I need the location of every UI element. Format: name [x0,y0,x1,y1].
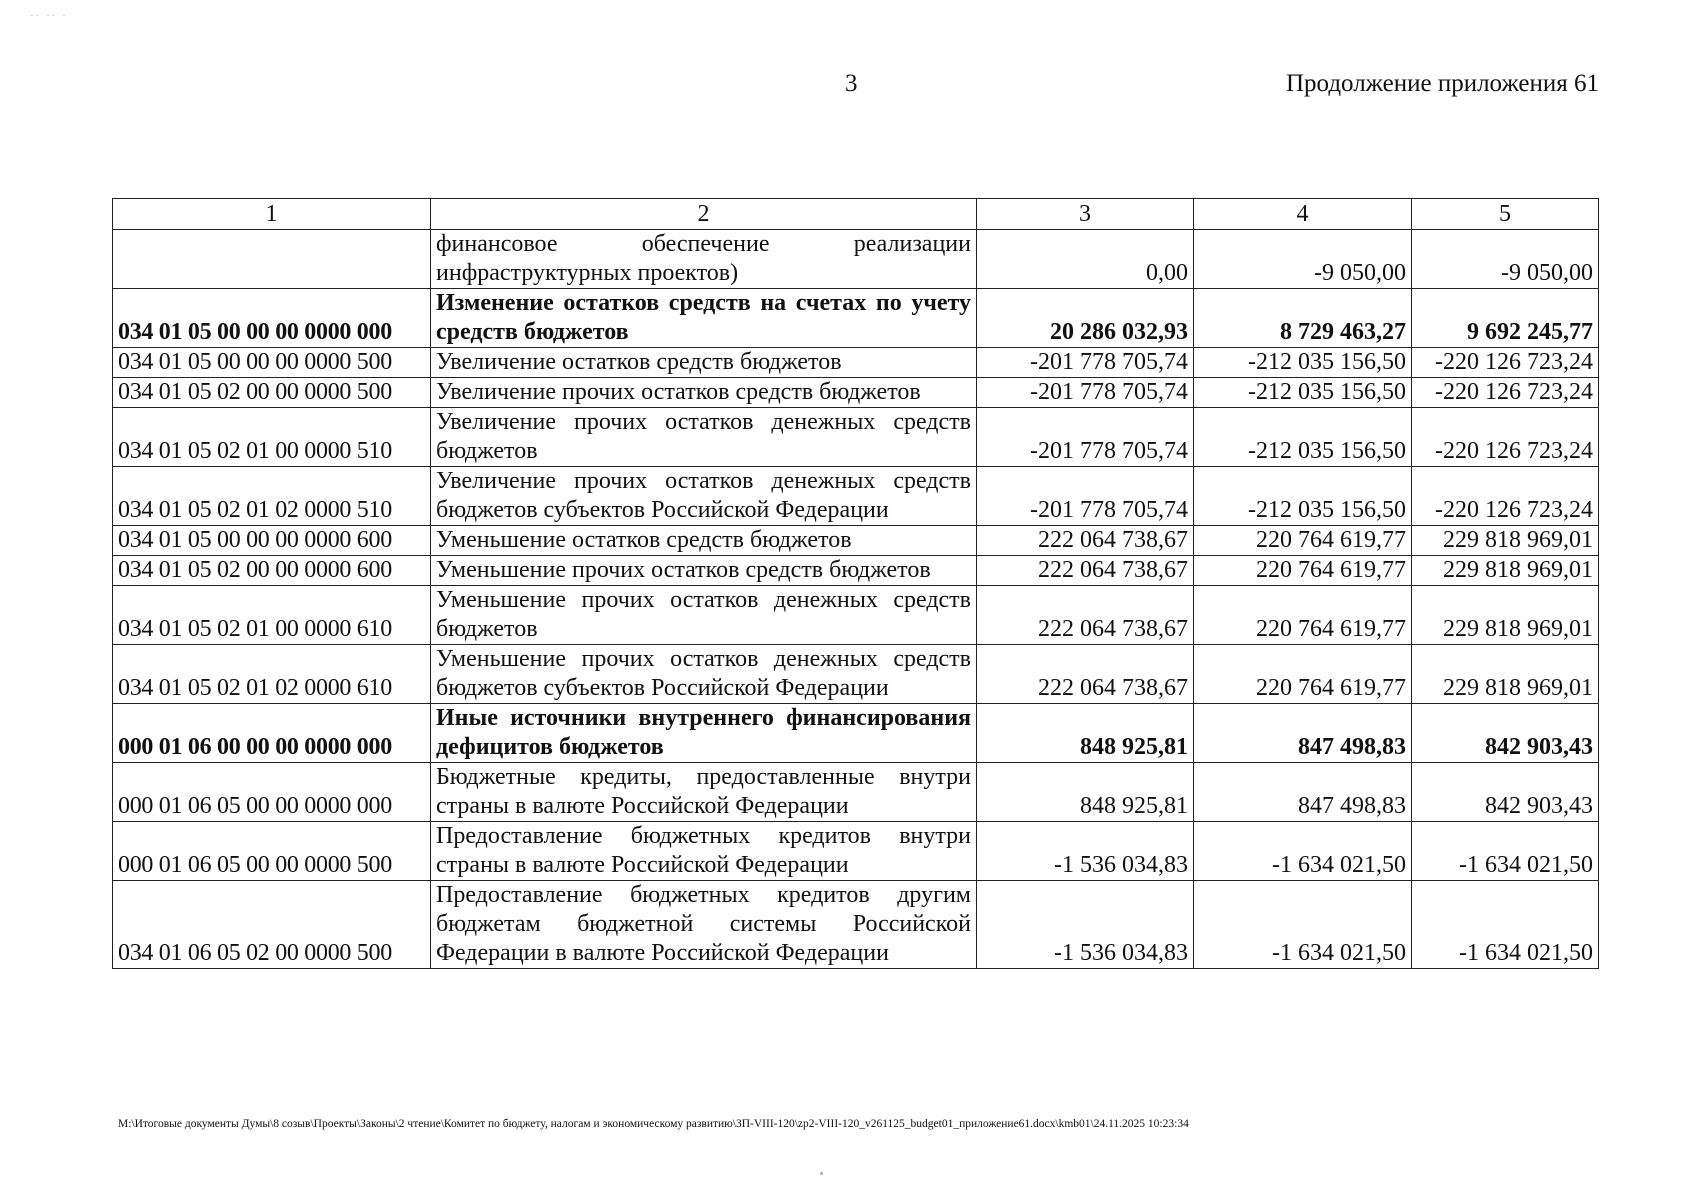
table-body [113,230,1599,969]
value-col-5: -220 126 723,24 [1412,408,1599,467]
value-col-5: 842 903,43 [1412,704,1599,763]
value-col-4: -9 050,00 [1194,230,1412,289]
row-code [113,230,431,289]
value-col-3: 848 925,81 [977,704,1194,763]
table-row [113,526,1599,556]
value-col-4: 847 498,83 [1194,704,1412,763]
scan-artifact: ·· ·· · [30,10,68,22]
table-row [113,467,1599,526]
value-col-5: -9 050,00 [1412,230,1599,289]
column-number-row [113,199,1599,230]
value-col-3: 20 286 032,93 [977,289,1194,348]
value-col-5: -220 126 723,24 [1412,467,1599,526]
row-code: 034 01 05 02 00 00 0000 500 [113,378,431,408]
value-col-4: 220 764 619,77 [1194,556,1412,586]
row-name: Увеличение прочих остатков средств бюджетов [431,378,977,408]
column-number: 3 [977,199,1194,230]
table-row [113,881,1599,969]
table-row [113,289,1599,348]
value-col-4: -212 035 156,50 [1194,408,1412,467]
value-col-5: 229 818 969,01 [1412,526,1599,556]
row-code: 034 01 05 02 01 02 0000 610 [113,645,431,704]
column-number: 1 [113,199,431,230]
value-col-5: -220 126 723,24 [1412,348,1599,378]
table-row [113,408,1599,467]
table-row [113,378,1599,408]
row-name: финансовое обеспечение реализации инфраструктурных проектов) [431,230,977,289]
value-col-4: -1 634 021,50 [1194,822,1412,881]
row-name: Бюджетные кредиты, предоставленные внутри страны в валюте Российской Федерации [431,763,977,822]
value-col-4: 220 764 619,77 [1194,526,1412,556]
value-col-5: -1 634 021,50 [1412,822,1599,881]
value-col-3: -201 778 705,74 [977,378,1194,408]
value-col-3: 0,00 [977,230,1194,289]
scan-artifact-dot [820,1172,823,1175]
value-col-5: 9 692 245,77 [1412,289,1599,348]
value-col-3: 222 064 738,67 [977,556,1194,586]
budget-sources-table [112,198,1599,969]
row-name: Уменьшение прочих остатков денежных средств бюджетов субъектов Российской Федерации [431,645,977,704]
row-code: 034 01 05 00 00 00 0000 600 [113,526,431,556]
table-row [113,645,1599,704]
value-col-4: -212 035 156,50 [1194,378,1412,408]
value-col-5: 229 818 969,01 [1412,556,1599,586]
document-path-footer: M:\Итоговые документы Думы\8 созыв\Проекты\Законы\2 чтение\Комитет по бюджету, налогам и экономическому развитию\ЗП-VIII-120\zp2-VIII-120_v261125_budget01_приложение61.docx\kmb01\24.11.2025 10:23:34 [118,1118,1189,1130]
row-code: 034 01 05 02 01 00 0000 610 [113,586,431,645]
value-col-3: 222 064 738,67 [977,586,1194,645]
table-row [113,348,1599,378]
column-number: 5 [1412,199,1599,230]
row-code: 000 01 06 05 00 00 0000 500 [113,822,431,881]
table-row [113,763,1599,822]
row-name: Увеличение прочих остатков денежных средств бюджетов [431,408,977,467]
value-col-4: 847 498,83 [1194,763,1412,822]
row-code: 034 01 05 02 01 02 0000 510 [113,467,431,526]
row-name: Увеличение остатков средств бюджетов [431,348,977,378]
table-row [113,556,1599,586]
table-row [113,704,1599,763]
value-col-4: -212 035 156,50 [1194,348,1412,378]
value-col-4: 220 764 619,77 [1194,645,1412,704]
row-code: 034 01 05 02 01 00 0000 510 [113,408,431,467]
row-name: Уменьшение остатков средств бюджетов [431,526,977,556]
value-col-3: 222 064 738,67 [977,526,1194,556]
value-col-4: -212 035 156,50 [1194,467,1412,526]
row-name: Предоставление бюджетных кредитов другим бюджетам бюджетной системы Российской Федерации в валюте Российской Федерации [431,881,977,969]
row-name: Уменьшение прочих остатков средств бюджетов [431,556,977,586]
row-code: 000 01 06 00 00 00 0000 000 [113,704,431,763]
table-row [113,586,1599,645]
value-col-3: -201 778 705,74 [977,408,1194,467]
value-col-5: -1 634 021,50 [1412,881,1599,969]
row-name: Изменение остатков средств на счетах по учету средств бюджетов [431,289,977,348]
row-code: 034 01 06 05 02 00 0000 500 [113,881,431,969]
row-name: Иные источники внутреннего финансирования дефицитов бюджетов [431,704,977,763]
value-col-5: 229 818 969,01 [1412,645,1599,704]
row-code: 034 01 05 00 00 00 0000 500 [113,348,431,378]
row-code: 034 01 05 02 00 00 0000 600 [113,556,431,586]
column-number: 4 [1194,199,1412,230]
row-code: 000 01 06 05 00 00 0000 000 [113,763,431,822]
row-name: Уменьшение прочих остатков денежных средств бюджетов [431,586,977,645]
value-col-4: 220 764 619,77 [1194,586,1412,645]
value-col-4: -1 634 021,50 [1194,881,1412,969]
value-col-3: -1 536 034,83 [977,881,1194,969]
value-col-3: -201 778 705,74 [977,348,1194,378]
page-number: 3 [845,70,858,97]
column-number: 2 [431,199,977,230]
table-row [113,230,1599,289]
value-col-3: 848 925,81 [977,763,1194,822]
row-name: Предоставление бюджетных кредитов внутри страны в валюте Российской Федерации [431,822,977,881]
row-name: Увеличение прочих остатков денежных средств бюджетов субъектов Российской Федерации [431,467,977,526]
appendix-header: Продолжение приложения 61 [1285,70,1599,97]
value-col-5: -220 126 723,24 [1412,378,1599,408]
value-col-3: 222 064 738,67 [977,645,1194,704]
value-col-4: 8 729 463,27 [1194,289,1412,348]
value-col-5: 842 903,43 [1412,763,1599,822]
table-row [113,822,1599,881]
value-col-3: -1 536 034,83 [977,822,1194,881]
value-col-5: 229 818 969,01 [1412,586,1599,645]
row-code: 034 01 05 00 00 00 0000 000 [113,289,431,348]
value-col-3: -201 778 705,74 [977,467,1194,526]
